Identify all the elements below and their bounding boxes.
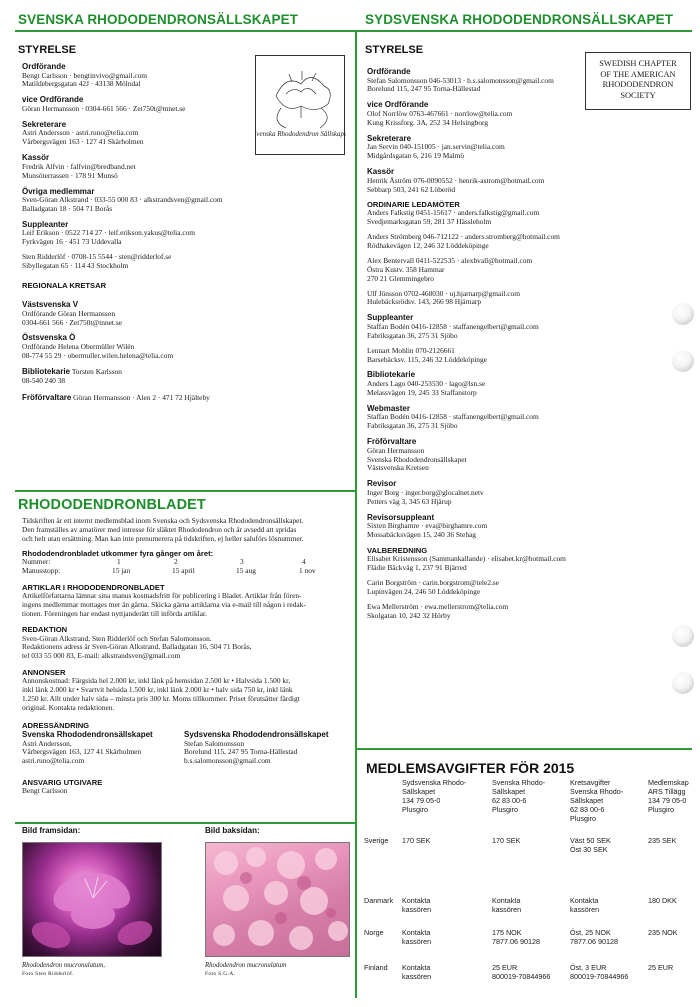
role-line: Alex Bentervall 0411-522535 · alexbvall@hotmail.com xyxy=(367,255,533,265)
role-line: Anders Strömberg 046-712122 · anders.stromberg@hotmail.com xyxy=(367,232,560,242)
schedule-cell: 1 xyxy=(117,556,121,566)
role-line: Rödhakevägen 12, 246 32 Löddeköpinge xyxy=(367,241,489,251)
column-divider xyxy=(355,30,357,998)
role-line: Lennart Mohlin 070-2126661 xyxy=(367,345,455,355)
right-board-heading: STYRELSE xyxy=(365,44,424,56)
photo-back-caption xyxy=(205,962,286,978)
address-line: Borelund 115, 247 95 Torna-Hällestad xyxy=(184,747,298,757)
role-line: Staffan Bodén 0416-12858 · staffanengelbert@gmail.com xyxy=(367,321,539,331)
left-board-list xyxy=(22,62,257,403)
schedule-label: Manusstopp: xyxy=(22,565,61,575)
ads-heading: ANNONSER xyxy=(22,668,66,678)
role-line: Lupinvägen 24, 246 50 Löddeköpinge xyxy=(367,586,481,596)
role-line: Sven-Göran Alkstrand · 033-55 000 83 · alkstrandsven@gmail.com xyxy=(22,195,223,205)
r-role-suppleanter xyxy=(367,313,667,364)
bladet-intro-line: Tidskriften är ett internt medlemsblad inom Svenska och Sydsvenska Rhododendronsällskapet. xyxy=(22,516,304,525)
schedule-cell: 4 xyxy=(302,556,306,566)
fee-country: Finland xyxy=(364,963,388,972)
photo-back-caption-text: Rhododendron mucronulatum xyxy=(205,962,287,969)
role-line: Sebbarp 503, 241 62 Löberöd xyxy=(367,184,456,194)
binder-hole xyxy=(672,350,694,372)
role-line: Fabriksgatan 36, 275 31 Sjöbo xyxy=(367,421,458,431)
role-line: Fredrik Alfvin · falfvin@bredband.net xyxy=(22,161,136,171)
fee-cell: 25 EUR 800019-70844966 xyxy=(492,963,551,981)
publisher-name: Bengt Carlsson xyxy=(22,786,68,796)
role-line: Barsebäcksv. 115, 246 32 Löddeköpinge xyxy=(367,354,487,364)
role-line: Balladgatan 18 · 504 71 Borås xyxy=(22,203,113,213)
role-line: Fabriksgatan 36, 275 31 Sjöbo xyxy=(367,330,458,340)
bladet-title: RHODODENDRONBLADET xyxy=(18,497,206,513)
role-line: Matildebergsgatan 42J · 43138 Mölndal xyxy=(22,79,141,89)
schedule-cell: 15 april xyxy=(172,565,195,575)
role-line: Hulebäcksrödsv. 143, 266 98 Hjärnarp xyxy=(367,297,482,307)
region-bibliotekarie xyxy=(22,367,257,386)
r-role-sekreterare xyxy=(367,134,667,161)
role-line: Petters väg 3, 345 63 Hjärup xyxy=(367,496,452,506)
schedule-heading: Rhododendronbladet utkommer fyra gånger om året: xyxy=(22,548,214,558)
fee-cell: Öst, 3 EUR 800019-70844966 xyxy=(570,963,629,981)
role-line: Sixten Birghamre · eva@birghamre.com xyxy=(367,521,488,531)
address-line: astri.runo@telia.com xyxy=(22,756,85,766)
fee-country: Danmark xyxy=(364,896,394,905)
right-title: SYDSVENSKA RHODODENDRONSÄLLSKAPET xyxy=(365,12,674,27)
fee-header: Kretsavgifter Svenska Rhodo- Sällskapet 62 83 00-6 Plusgiro xyxy=(570,778,624,823)
fee-cell: Väst 50 SEK Öst 30 SEK xyxy=(570,836,611,854)
fee-header: Sydsvenska Rhodo- Sällskapet 134 79 05-0 Plusgiro xyxy=(402,778,467,814)
role-line: Kung Krissforg. 3A, 252 34 Helsingborg xyxy=(367,117,489,127)
region-line: 08-774 55 29 · obermuller.wilen.helena@telia.com xyxy=(22,350,174,360)
role-line: Sten Ridderlöf · 0708-15 5544 · sten@ridderlof.se xyxy=(22,252,172,262)
region-line: 08-540 240 38 xyxy=(22,375,66,385)
photo-front-credit: Foto Sten Ridderlöf. xyxy=(22,971,74,978)
r-role-revisorsuppleant xyxy=(367,513,667,540)
role-ordforande xyxy=(22,62,257,89)
fee-header: Medlemskap ARS Tillägg 134 79 05-0 Plusgiro xyxy=(648,778,689,814)
role-line: Östra Kustv. 358 Hammar xyxy=(367,264,445,274)
regional-heading: REGIONALA KRETSAR xyxy=(22,280,107,290)
schedule-cell: 15 jan xyxy=(112,565,131,575)
role-line: Olof Norrlöw 0763-467661 · norrlow@telia.com xyxy=(367,108,513,118)
fee-cell: Kontakta kassören xyxy=(402,896,432,914)
role-line: Ewa Mellerström · ewa.mellerstrom@telia.com xyxy=(367,601,509,611)
fee-cell: Kontakta kassören xyxy=(492,896,522,914)
r-role-froforvaltare xyxy=(367,437,667,473)
address-columns xyxy=(22,730,352,772)
fee-cell: Kontakta kassören xyxy=(402,963,432,981)
address-org: Svenska Rhododendronsällskapet xyxy=(22,729,153,739)
bladet-rule xyxy=(15,490,355,492)
role-line: Elisabet Kristensson (Sammankallande) · elisabet.kr@hotmail.com xyxy=(367,554,566,564)
ads-line: inkl länk 2.000 kr • Svartvit helsida 1.500 kr, inkl länk 2.000 kr • halv sida 750 kr, inkl länk xyxy=(22,685,293,695)
region-label: Västsvenska V xyxy=(22,300,79,310)
r-role-vice xyxy=(367,100,667,127)
role-line: Mossabäcksvägen 15, 240 36 Stehag xyxy=(367,530,476,540)
role-label: Webmaster xyxy=(367,403,410,413)
role-vice-ordforande xyxy=(22,95,257,113)
role-line: Bengt Carlsson · bengtinvivo@gmail.com xyxy=(22,70,148,80)
bladet-intro-line: och helt utan ersättning. Man kan inte prenumerera på tidskriften, ej heller saluförs lösnummer. xyxy=(22,533,304,543)
rhododendron-flower-image xyxy=(23,843,163,958)
chapter-line: SOCIETY xyxy=(620,90,656,100)
role-label: Suppleanter xyxy=(367,313,414,323)
role-label: Ordförande xyxy=(367,67,411,76)
fee-cell: 175 NOK 7877.06 90128 xyxy=(492,928,540,946)
role-line: Svenska Rhododendronsällskapet xyxy=(367,454,467,464)
role-line: Flädie Bäckväg 1, 237 91 Bjärred xyxy=(367,563,467,573)
fees-rule xyxy=(357,748,692,750)
photo-back-credit: Foto S.G.A. xyxy=(205,971,236,978)
articles-line: tionen. Föreningen har endast nyttjanderätt till införda artiklar. xyxy=(22,608,207,618)
fee-cell: 180 DKK xyxy=(648,896,677,905)
role-ovriga xyxy=(22,187,257,214)
fee-cell: 170 SEK xyxy=(402,836,431,845)
address-line: Astri Andersson, xyxy=(22,738,72,748)
left-board-heading: STYRELSE xyxy=(18,44,77,56)
role-line: Jan Servin 040-151005 · jan.servin@telia.com xyxy=(367,142,505,152)
fee-cell: Öst, 25 NOK 7877.06 90128 xyxy=(570,928,618,946)
binder-hole xyxy=(672,672,694,694)
region-vast xyxy=(22,300,257,327)
r-role-revisor xyxy=(367,479,667,506)
chapter-line: RHODODENDRON xyxy=(602,80,674,89)
fee-country: Sverige xyxy=(364,836,389,845)
fee-cell: 170 SEK xyxy=(492,836,521,845)
fee-cell: Kontakta kassören xyxy=(570,896,600,914)
role-line: Carin Borgström · carin.borgstrom@tele2.se xyxy=(367,577,499,587)
r-role-bibliotekarie xyxy=(367,370,667,397)
role-label: ORDINARIE LEDAMÖTER xyxy=(367,200,460,210)
role-line: Midgårdsgatan 6, 216 19 Malmö xyxy=(367,151,465,161)
rhododendron-logo-icon xyxy=(256,56,346,156)
r-role-kassor xyxy=(367,167,667,194)
articles-line: Artikelförfattarna lämnar sina manus kostnadsfritt för publicering i Bladet. Artiklar från fören- xyxy=(22,590,302,600)
address-col-sydsvenska xyxy=(184,730,329,766)
photo-front xyxy=(22,842,162,957)
role-label: Fröförvaltare xyxy=(367,437,417,447)
ads-line: Annonskostnad: Färgsida hel 2.000 kr, inkl länk på hemsidan 2.500 kr • Halvsida 1.500 kr, xyxy=(22,676,291,686)
role-label: Kassör xyxy=(22,153,50,163)
schedule-table xyxy=(22,558,352,578)
region-ost xyxy=(22,333,257,360)
region-label: Bibliotekarie xyxy=(22,366,71,376)
role-label: Suppleanter xyxy=(22,219,69,229)
right-board-list xyxy=(367,67,667,620)
role-line: 270 21 Glemmingebro xyxy=(367,273,434,283)
articles-line: ingens medlemmar mottages mer än gärna. Skicka gärna artiklarna via e-mail till någon i redak- xyxy=(22,599,306,609)
role-line: Vårbergsvägen 163 · 127 41 Skärholmen xyxy=(22,137,144,147)
role-label: Sekreterare xyxy=(367,133,412,143)
schedule-cell: 1 nov xyxy=(299,565,316,575)
role-label: vice Ordförande xyxy=(367,100,429,110)
role-line: Leif Erikson · 0522 714 27 · leif.erikson.yakus@telia.com xyxy=(22,228,196,238)
role-line: Anders Falkstig 0451-15617 · anders.falkstig@gmail.com xyxy=(367,208,540,218)
role-line: Astri Andersson · astri.runo@telia.com xyxy=(22,128,139,138)
seed-label: Fröförvaltare xyxy=(22,393,72,403)
right-top-rule xyxy=(357,30,692,32)
redaktion-line: Redaktionens adress är Sven-Göran Alkstrand, Balladgatan 16, 504 71 Borås, xyxy=(22,642,252,652)
redaktion-line: Sven-Göran Alkstrand, Sten Ridderlöf och Stefan Salomonsson. xyxy=(22,633,212,643)
role-label: Revisorsuppleant xyxy=(367,512,435,522)
role-line: Göran Hermansson xyxy=(367,445,425,455)
redaktion-line: tel 033 55 000 83, E-mail: alkstrandsven@gmail.com xyxy=(22,651,181,661)
photo-back-heading: Bild baksidan: xyxy=(205,826,260,835)
schedule-cell: 2 xyxy=(174,556,178,566)
redaktion-heading: REDAKTION xyxy=(22,625,68,635)
role-line: Stefan Salomonsson 046-53013 · b.s.salomonsson@gmail.com xyxy=(367,75,554,85)
bladet-body xyxy=(22,517,352,796)
fees-title: MEDLEMSAVGIFTER FÖR 2015 xyxy=(366,760,575,776)
r-role-webmaster xyxy=(367,404,667,431)
left-top-rule xyxy=(15,30,355,32)
role-line: Svedjemarksgatan 59, 281 37 Hässleholm xyxy=(367,217,492,227)
ads-line: original. Kontakta redaktionen. xyxy=(22,702,115,712)
photo-back xyxy=(205,842,350,957)
fee-header: Svenska Rhodo- Sällskapet 62 83 00-6 Plusgiro xyxy=(492,778,546,814)
address-col-svenska xyxy=(22,730,153,766)
role-label: Sekreterare xyxy=(22,119,67,129)
role-line: Inger Borg · inger.borg@glocalnet.netv xyxy=(367,487,484,497)
role-line: Göran Hermansson · 0304-661 566 · Zet750t@tnnet.se xyxy=(22,103,186,113)
address-line: Vårbergsvägen 163, 127 41 Skärholmen xyxy=(22,747,142,757)
role-label: Övriga medlemmar xyxy=(22,186,95,196)
address-line: b.s.salomonsson@gmail.com xyxy=(184,756,271,766)
binder-hole xyxy=(672,303,694,325)
region-line: Ordförande Göran Hermansson xyxy=(22,308,116,318)
address-heading: ADRESSÄNDRING xyxy=(22,720,90,730)
role-label: vice Ordförande xyxy=(22,95,84,105)
fee-cell: 235 SEK xyxy=(648,836,677,845)
r-role-ordinarie xyxy=(367,200,667,307)
role-label: Revisor xyxy=(367,479,397,489)
role-label: VALBEREDNING xyxy=(367,546,428,556)
fee-cell: 25 EUR xyxy=(648,963,674,972)
publisher-heading: ANSVARIG UTGIVARE xyxy=(22,777,103,787)
seed-value: Göran Hermansson · Alen 2 · 471 72 Hjälteby xyxy=(73,393,210,403)
role-line: Staffan Bodén 0416-12858 · staffanengelbert@gmail.com xyxy=(367,412,539,422)
role-line: Sibyllegatan 65 · 114 43 Stockholm xyxy=(22,261,129,271)
seed-keeper xyxy=(22,393,257,403)
chapter-line: OF THE AMERICAN xyxy=(600,69,676,79)
role-sekreterare xyxy=(22,120,257,147)
articles-heading: ARTIKLAR I RHODODENDRONBLADET xyxy=(22,582,165,592)
society-logo xyxy=(255,55,345,155)
address-org: Sydsvenska Rhododendronsällskapet xyxy=(184,729,329,739)
bladet-intro-line: Den framställes av amatörer med intresse för släktet Rhododendron och är avsedd att spridas xyxy=(22,524,297,534)
address-line: Stefan Salomonsson xyxy=(184,738,245,748)
role-line: Munsöterrassen · 178 91 Munsö xyxy=(22,170,118,180)
region-line: 0304-661 566 · Zet750t@tnnet.se xyxy=(22,317,122,327)
fee-cell: 235 NOK xyxy=(648,928,678,937)
schedule-cell: 15 aug xyxy=(236,565,256,575)
role-line: Borelund 115, 247 95 Torna-Hällestad xyxy=(367,84,481,94)
role-line: Ulf Jönsson 0702-468030 · uj.hjarnarp@gmail.com xyxy=(367,288,520,298)
role-line: Fyrkvägen 16 · 451 73 Uddevalla xyxy=(22,237,122,247)
role-kassor xyxy=(22,153,257,180)
role-label: Kassör xyxy=(367,167,395,177)
region-inline: Torsten Karlsson xyxy=(71,366,122,376)
role-label: Ordförande xyxy=(22,62,66,71)
chapter-line: SWEDISH CHAPTER xyxy=(599,59,677,68)
role-label: Bibliotekarie xyxy=(367,370,416,380)
role-line: Skolgatan 10, 242 32 Hörby xyxy=(367,610,451,620)
role-line: Henrik Åström 076-0090552 · henrik-astrom@hotmail.com xyxy=(367,175,545,185)
photo-front-caption xyxy=(22,962,105,978)
r-role-ordforande xyxy=(367,67,667,94)
role-line: Västsvenska Kretsen xyxy=(367,463,429,473)
fee-cell: Kontakta kassören xyxy=(402,928,432,946)
rhododendron-bush-image xyxy=(206,843,351,958)
role-line: Anders Lago 040-253530 · lago@lsn.se xyxy=(367,379,486,389)
schedule-cell: 3 xyxy=(240,556,244,566)
photo-front-caption-text: Rhododendron mucronulatum, xyxy=(22,962,105,969)
photo-front-heading: Bild framsidan: xyxy=(22,826,81,835)
r-role-valberedning xyxy=(367,546,667,620)
ads-line: 1.250 kr. Allt under halv sida – minsta pris 300 kr. Moms tillkommer. Priset förutsätter färdigt xyxy=(22,694,300,704)
left-title: SVENSKA RHODODENDRONSÄLLSKAPET xyxy=(18,12,299,27)
region-line: Ordförande Helena Obermüller Wilén xyxy=(22,341,135,351)
role-suppleanter xyxy=(22,220,257,271)
binder-hole xyxy=(672,625,694,647)
fee-country: Norge xyxy=(364,928,384,937)
photos-rule xyxy=(15,822,355,824)
logo-text: Svenska Rhododendron Sällskapet xyxy=(256,130,346,138)
role-line: Melassvägen 19, 245 33 Staffanstorp xyxy=(367,387,477,397)
schedule-label: Nummer: xyxy=(22,556,51,566)
region-label: Östsvenska Ö xyxy=(22,333,76,343)
